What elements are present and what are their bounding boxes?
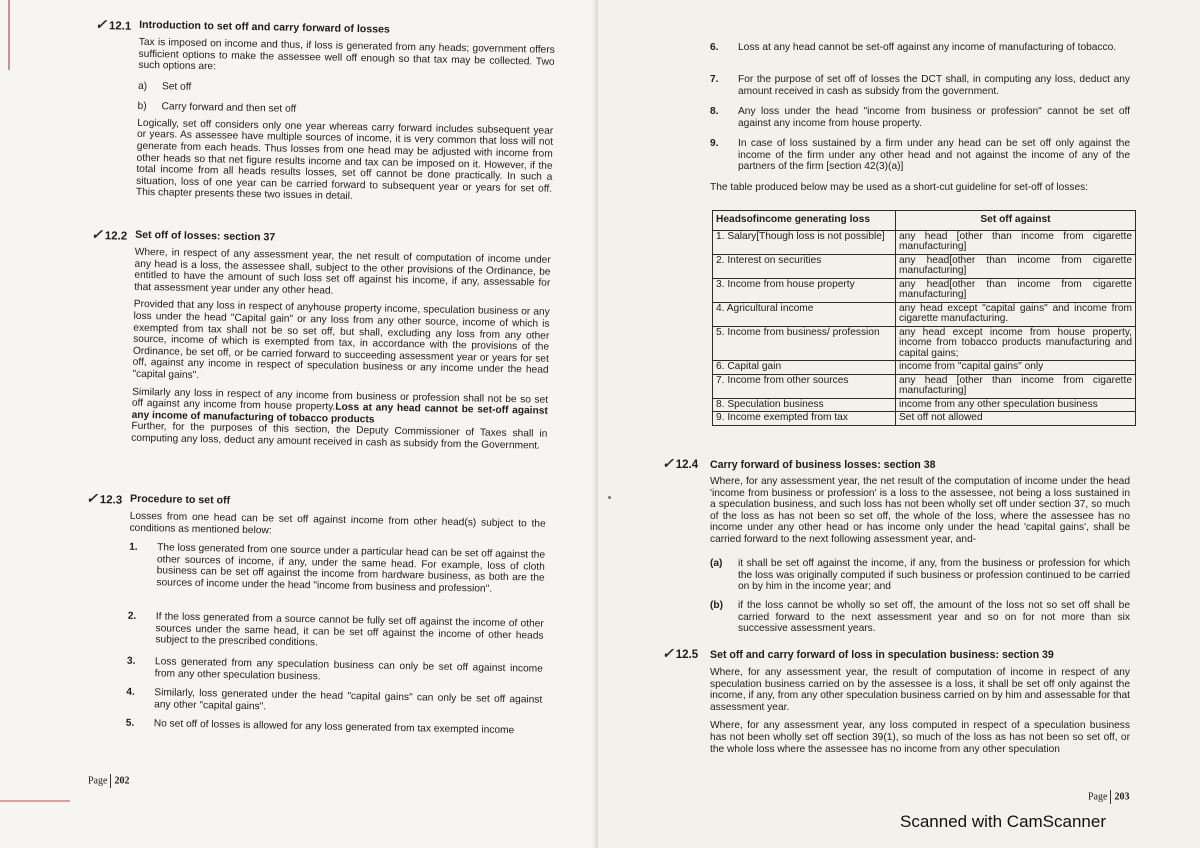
section-number: ✓ 12.2	[90, 225, 128, 243]
table-row	[713, 412, 1136, 426]
setoff-table	[712, 210, 1136, 426]
column-header: Headsofincome generating loss	[713, 211, 896, 231]
table-row	[713, 254, 1136, 278]
check-mark-icon: ✓	[662, 645, 674, 661]
paragraph: Tax is imposed on income and thus, if loss is generated from any heads; government offers sufficient options to make the assessee well off enough so that tax may be collected. Two such options are:	[138, 36, 555, 73]
option-item: b) Carry forward and then set off	[137, 100, 297, 115]
table-cell: any head [other than income from cigarette manufacturing]	[896, 374, 1136, 398]
table-row	[713, 374, 1136, 398]
section-body	[710, 667, 1130, 755]
table-row	[713, 278, 1136, 302]
speck	[608, 496, 611, 499]
table-intro: The table produced below may be used as a short-cut guideline for set-off of losses:	[710, 182, 1089, 193]
section-number: ✓ 12.1	[95, 16, 132, 33]
table-header-row	[713, 211, 1136, 231]
table-cell: any head [other than income from cigarette manufacturing]	[896, 230, 1136, 254]
table-cell: 8. Speculation business	[713, 398, 896, 412]
table-cell: income from "capital gains" only	[896, 361, 1136, 375]
paragraph: Logically, set off considers only one year whereas carry forward includes subsequent year or years. As assessee have multiple sources of income, it is very common that loss will not generate from each heads. Thus losses from one head may be adjusted with income from other heads so that net figure results income and tax can be imposed on it. However, if the total income from all heads results losses, set off cannot be done practically. In such a situation, loss of one year can be carried forward to subsequent year or years for set off. This chapter presents these two issues in detail.	[135, 117, 554, 203]
section-title: Set off of losses: section 37	[135, 228, 276, 244]
list-item: 2. If the loss generated from a source cannot be fully set off against the income of other sources under the same head, it can be set off against the income of other heads subject to the prescribed conditions.	[127, 610, 544, 649]
table-cell: 5. Income from business/ profession	[713, 326, 896, 361]
table-cell: 4. Agricultural income	[713, 302, 896, 326]
left-page	[0, 0, 598, 848]
table-cell: 3. Income from house property	[713, 278, 896, 302]
section-body	[136, 37, 555, 207]
table-cell: 1. Salary[Though loss is not possible]	[713, 230, 896, 254]
paragraph: Provided that any loss in respect of anyhouse property income, speculation business or any loss under the head "Capital gain" or any loss from any other source, income of which is exempted from tax shall not be so set off, but shall, excluding any loss from any other source, income of which is exempted from tax, in accordance with the provisions of the Ordinance, be set off, or be carried forward to succeeding assessment year or years for set off, against any income in respect of speculation business or any income under the head "capital gains".	[132, 299, 550, 381]
paragraph: Where, in respect of any assessment year, the net result of computation of income under any head is a loss, the assessee shall, subject to the other provisions of the Ordinance, be entitled to have the amount of such loss set off against his income, if any, assessable for that assessment year under any other head.	[134, 246, 551, 297]
section-body	[710, 476, 1130, 546]
table-row	[713, 361, 1136, 375]
column-header: Set off against	[896, 211, 1136, 231]
section-title: Carry forward of business losses: section 38	[710, 459, 936, 471]
section-body	[129, 511, 545, 542]
table-row	[713, 230, 1136, 254]
table-cell: 7. Income from other sources	[713, 374, 896, 398]
section-number: ✓ 12.3	[85, 489, 123, 507]
section-title: Procedure to set off	[129, 492, 231, 507]
table-cell: 2. Interest on securities	[713, 254, 896, 278]
table-cell: any head except "capital gains" and income from cigarette manufacturing.	[896, 302, 1136, 326]
check-mark-icon: ✓	[85, 489, 98, 507]
list-item: 3. Loss generated from any speculation business can only be set off against income from any other speculation business.	[126, 655, 543, 683]
check-mark-icon: ✓	[95, 16, 108, 33]
table-cell: Set off not allowed	[896, 412, 1136, 426]
paragraph: Where, for any assessment year, any loss computed in respect of a speculation business has not been wholly set off section 39(1), so much of the loss as has not been so set off, or the whole loss where the assessee has no income from any other speculation	[710, 720, 1130, 755]
option-item: a) Set off	[137, 80, 192, 93]
paragraph: Similarly any loss in respect of any income from business or profession shall not be so set off against any income from house property.Loss at any head cannot be set-off against any income of manufacturing of tobacco products	[131, 386, 549, 426]
page-number: Page 202	[88, 775, 130, 787]
table-row	[713, 326, 1136, 361]
list-item: 1. The loss generated from one source under a particular head can be set off against the other sources of income, if any, under the same head. For example, loss of cloth business can be set off against the income from hardware business, as both are the sources of income under the head "income from business and profession".	[129, 541, 546, 595]
table-row	[713, 398, 1136, 412]
table-row	[713, 302, 1136, 326]
paragraph: Losses from one head can be set off against income from other head(s) subject to the conditions as mentioned below:	[129, 510, 546, 537]
table-cell: any head except income from house property, income from tobacco products manufacturing and capital gains;	[896, 326, 1136, 361]
list-item: 4. Similarly, loss generated under the head "capital gains" can only be set off against any other "capital gains".	[126, 686, 543, 712]
check-mark-icon: ✓	[662, 455, 674, 471]
table-cell: 9. Income exempted from tax	[713, 412, 896, 426]
section-title: Set off and carry forward of loss in speculation business: section 39	[710, 649, 1054, 661]
page-number: Page 203	[1088, 791, 1130, 803]
paragraph: Where, for any assessment year, the result of computation of income in respect of any speculation business carried on by the assessee is a loss, it shall be set off only against the income, if any, from any other speculation business carried on by him and assessable for that assessment year.	[710, 667, 1130, 713]
section-number: ✓ 12.4	[662, 455, 699, 471]
paragraph: Where, for any assessment year, the net result of the computation of income under the head 'income from business or profession' is a loss to the assessee, not being a loss sustained in a speculation business, and such loss has not been wholly set off under section 37, so much of the loss as has not been so set off, the whole of the loss, where the assessee has no income under any other head or has income only under the head 'capital gains', shall be carried forward to the next following assessment year, and-	[710, 476, 1130, 545]
paragraph: Further, for the purposes of this section, the Deputy Commissioner of Taxes shall in computing any loss, deduct any amount received in cash as subsidy from the Government.	[131, 421, 548, 452]
table-cell: 6. Capital gain	[713, 361, 896, 375]
left-page-content	[0, 0, 598, 848]
table-cell: any head[other than income from cigarette manufacturing]	[896, 278, 1136, 302]
table-cell: income from any other speculation business	[896, 398, 1136, 412]
section-number: ✓ 12.5	[662, 645, 699, 661]
scanner-watermark: Scanned with CamScanner	[900, 812, 1107, 831]
right-page: 6. Loss at any head cannot be set-off against any income of manufacturing of tobacco. 7. For the purpose of set off of losses the DCT shall, in computing any loss, deduct any amount received in cash as subsidy from the government. 8. Any loss under the head "income from business or profession" cannot be set off against any income from house property. 9. In case of loss sustained by a firm under any head can be set off only against the income of the firm under any other head and not against the income of any of the partners of the firm [section 42(3)(a)] The table produced below may be used as a short-cut guideline for set-off of losses: Headsofincome generating loss Set off against 1. Salary[Though loss is not possible] any head [other than income from cigarette manufacturing] 2. Interest on securities any head[other than income from cigarette manufacturing] 3. Income from house property any head[other than income from cigarette manufacturing] 4. Agricultural income any head except "capital gains" and income from cigarette manufacturing. 5. Income from business/ profession any head except income from house property, income from tobacco products manufacturing and capital gains; 6. Capital gain income from "capital gains" only 7. Income from other sources any head [other than income from cigarette manufacturing] 8. Speculation business income from any other speculation business 9. Income exempted from tax Set off not allowed ✓ 12.4 Carry forward of business losses: section 38 Where, for any assessment year, the net result of the computation of income under the head 'income from business or profession' is a loss to the assessee, not being a loss sustained in a speculation business, and such loss has not been wholly set off under section 37, so much of the loss as has not been so set off, the whole of the loss, where the assessee has no income under any other head or has income only under the head 'capital gains', shall be carried forward to the next following assessment year, and- (a) it shall be set off against the income, if any, from the business or profession for which the loss was originally computed if such business or profession continued to be carried on by him in the income year; and (b) if the loss cannot be wholly so set off, the amount of the loss not so set off shall be carried forward to the next assessment year and so on for not more than six successive assessment years. ✓ 12.5 Set off and carry forward of loss in speculation business: section 39 Where, for any assessment year, the result of computation of income in respect of any speculation business carried on by the assessee is a loss, it shall be set off only against the income, if any, from any other speculation business carried on by him and assessable for that assessment year. Where, for any assessment year, any loss computed in respect of a speculation business has not been wholly set off section 39(1), so much of the loss as has not been so set off, or the whole loss where the assessee has no income from any other speculation Page 203	[598, 0, 1200, 848]
table-cell: any head[other than income from cigarette manufacturing]	[896, 254, 1136, 278]
check-mark-icon: ✓	[90, 225, 104, 243]
section-title: Introduction to set off and carry forward of losses	[139, 18, 390, 36]
list-item: 5. No set off of losses is allowed for any loss generated from tax exempted income	[125, 717, 515, 737]
section-body	[131, 247, 551, 452]
